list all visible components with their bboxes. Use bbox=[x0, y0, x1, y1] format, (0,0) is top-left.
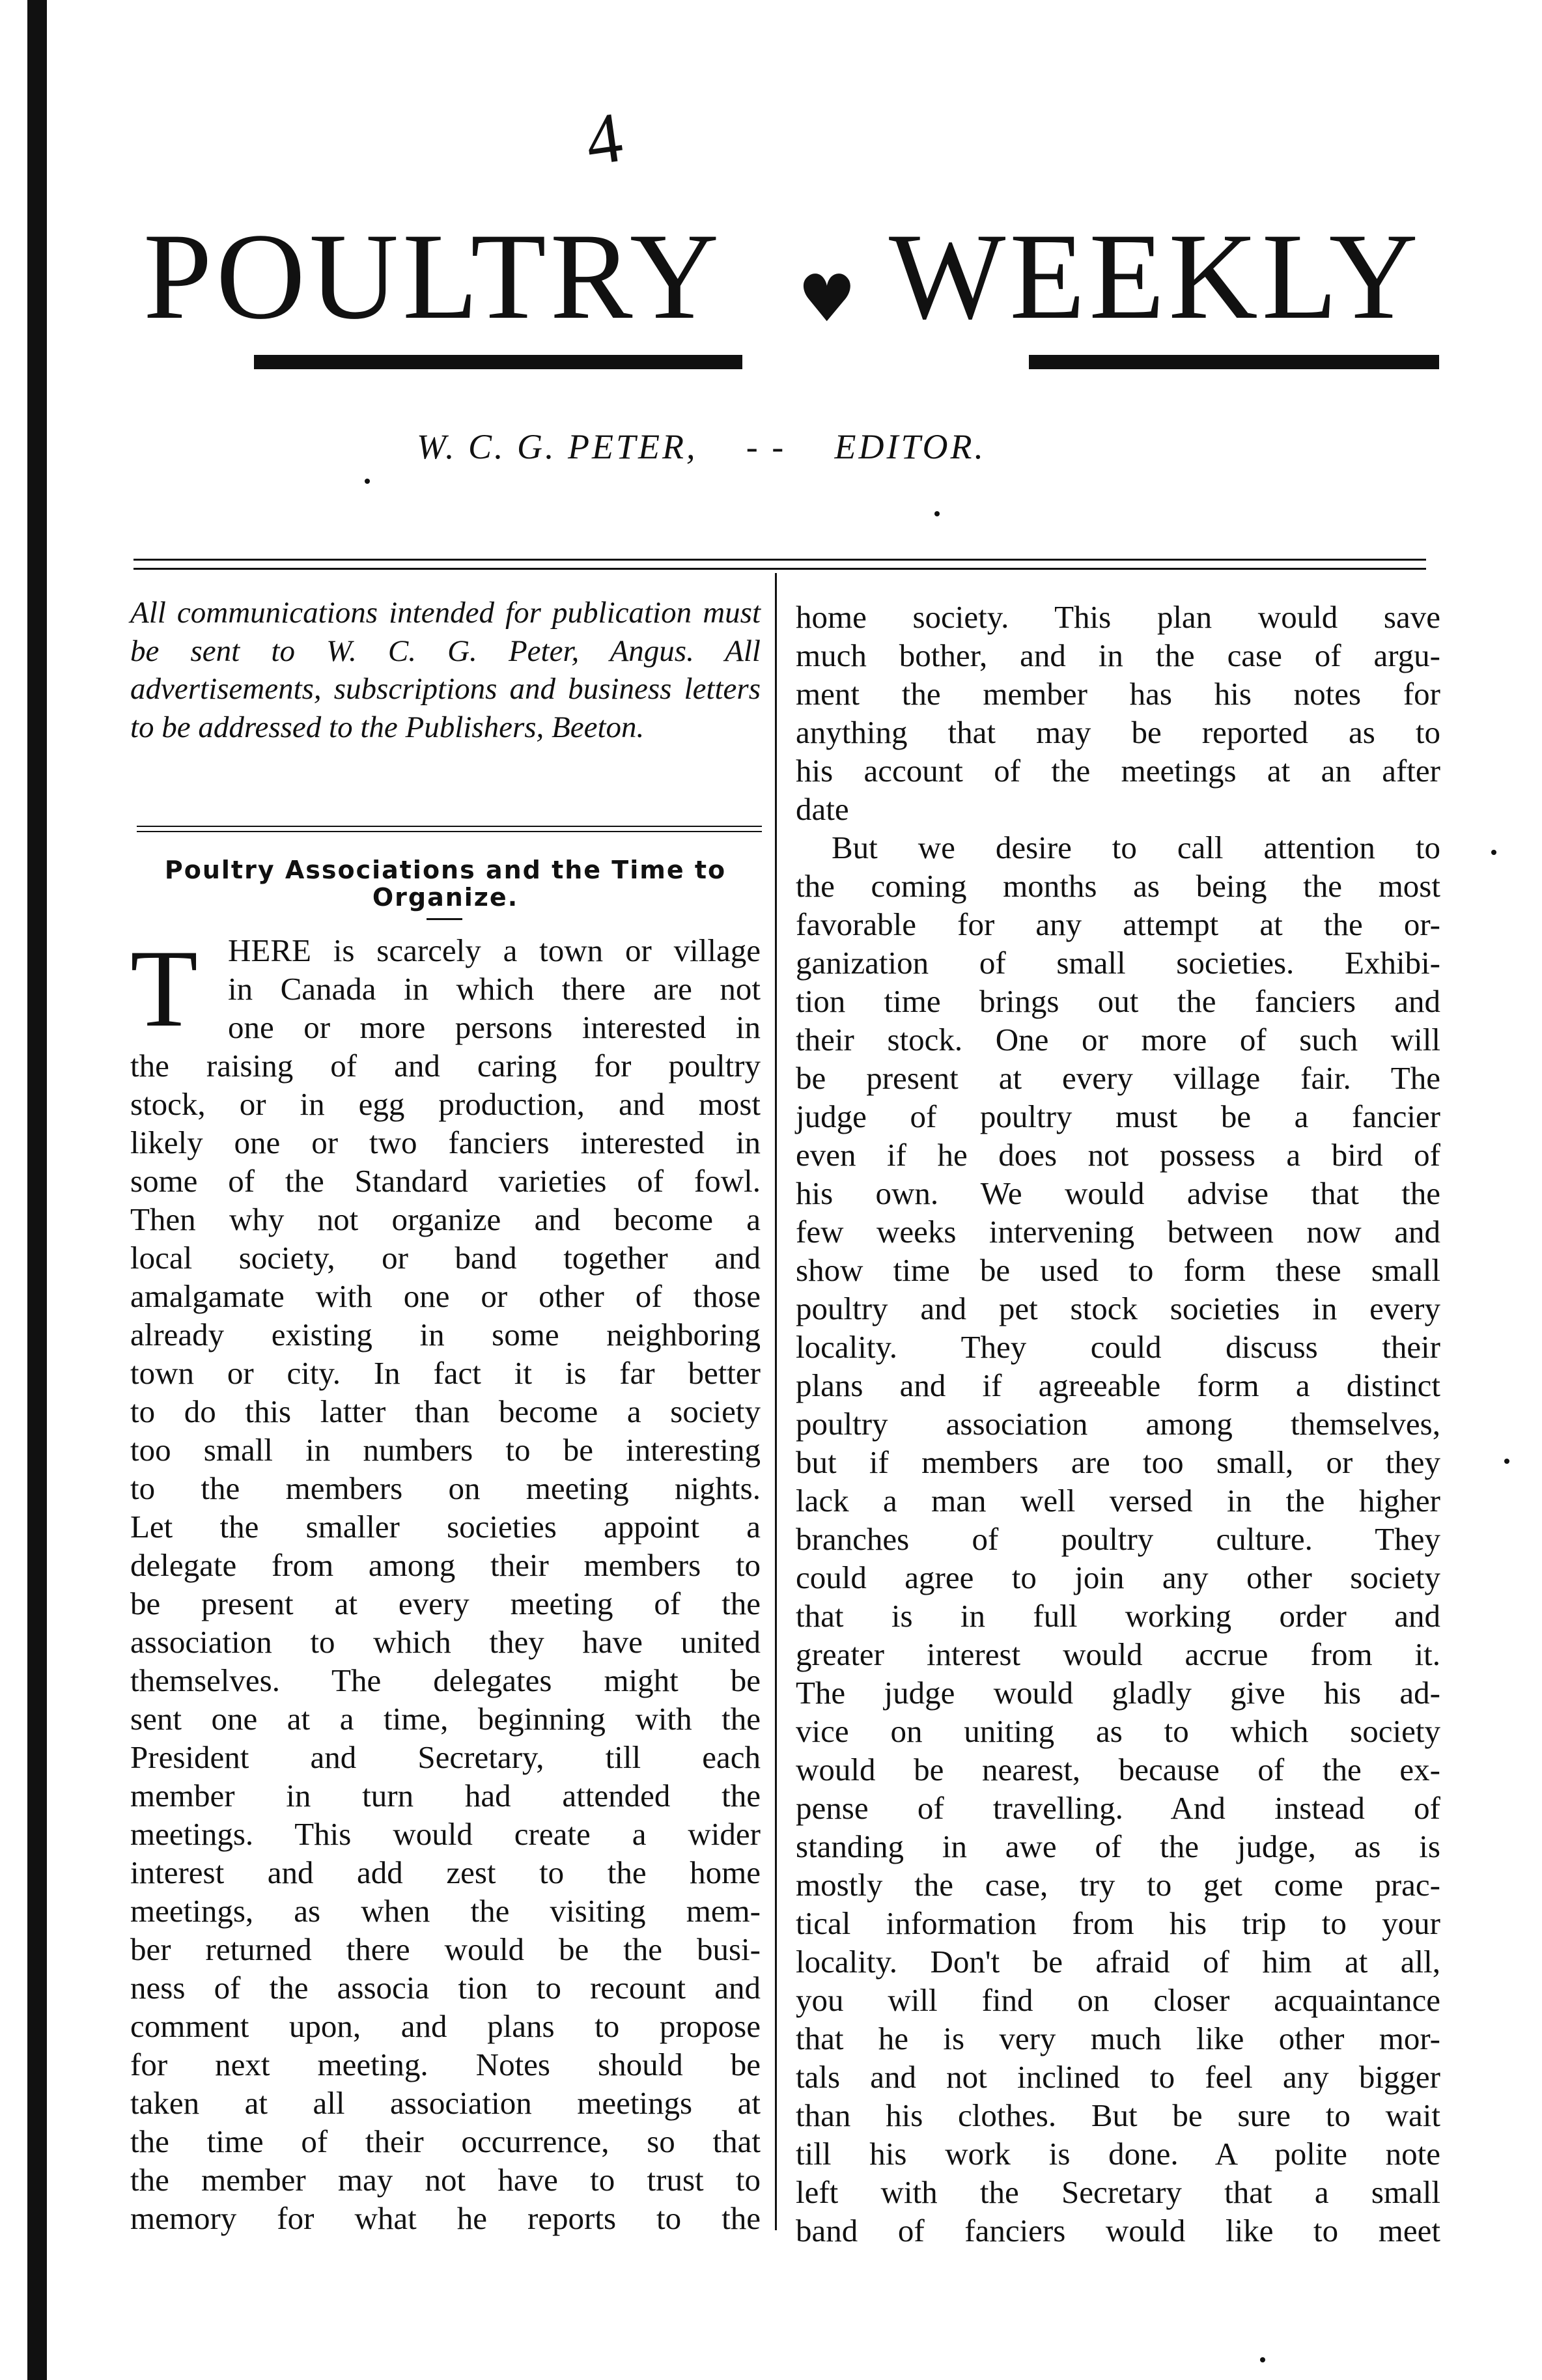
print-speck bbox=[1260, 2357, 1265, 2362]
text-line: greater interest would accrue from it. bbox=[796, 1636, 1440, 1672]
text-line: memory for what he reports to the bbox=[130, 2200, 761, 2236]
editor-name: W. C. G. PETER, bbox=[417, 427, 698, 466]
text-line: But we desire to call attention to bbox=[832, 830, 1440, 865]
text-line: already existing in some neighboring bbox=[130, 1317, 761, 1352]
text-line: the coming months as being the most bbox=[796, 868, 1440, 904]
text-line: his own. We would advise that the bbox=[796, 1175, 1440, 1211]
text-line: you will find on closer acquaintance bbox=[796, 1982, 1440, 2018]
editor-separator: - - bbox=[746, 427, 787, 466]
text-line: could agree to join any other society bbox=[796, 1560, 1440, 1595]
text-line: standing in awe of the judge, as is bbox=[796, 1828, 1440, 1864]
text-line: comment upon, and plans to propose bbox=[130, 2008, 761, 2044]
text-line: vice on uniting as to which society bbox=[796, 1713, 1440, 1749]
text-line: town or city. In fact it is far better bbox=[130, 1355, 761, 1391]
text-line: few weeks intervening between now and bbox=[796, 1214, 1440, 1250]
article-heading: Poultry Associations and the Time to Organize. bbox=[164, 856, 727, 912]
text-line: to the members on meeting nights. bbox=[130, 1470, 761, 1506]
header-rule-bottom bbox=[133, 568, 1426, 570]
text-line: show time be used to form these small bbox=[796, 1252, 1440, 1288]
text-line: branches of poultry culture. They bbox=[796, 1521, 1440, 1557]
text-line: home society. This plan would save bbox=[796, 599, 1440, 635]
text-line: member in turn had attended the bbox=[130, 1778, 761, 1813]
text-line: themselves. The delegates might be bbox=[130, 1662, 761, 1698]
text-line: tion time brings out the fanciers and bbox=[796, 983, 1440, 1019]
text-line: ness of the associa tion to recount and bbox=[130, 1970, 761, 2006]
text-line: The judge would gladly give his ad- bbox=[796, 1675, 1440, 1711]
masthead-underline-right bbox=[1029, 355, 1439, 369]
text-line: lack a man well versed in the higher bbox=[796, 1483, 1440, 1519]
article-heading-rule bbox=[427, 918, 462, 920]
text-line: taken at all association meetings at bbox=[130, 2085, 761, 2121]
text-line: HERE is scarcely a town or village bbox=[228, 932, 761, 968]
text-line: till his work is done. A polite note bbox=[796, 2136, 1440, 2172]
text-line: local society, or band together and bbox=[130, 1240, 761, 1276]
text-line: stock, or in egg production, and most bbox=[130, 1086, 761, 1122]
text-line: Let the smaller societies appoint a bbox=[130, 1509, 761, 1545]
header-rule-top bbox=[133, 559, 1426, 561]
text-line: even if he does not possess a bird of bbox=[796, 1137, 1440, 1173]
drop-cap: T bbox=[130, 927, 198, 1050]
text-line: tical information from his trip to your bbox=[796, 1905, 1440, 1941]
text-line: for next meeting. Notes should be bbox=[130, 2047, 761, 2082]
left-margin-rule bbox=[27, 0, 47, 2380]
text-line: locality. They could discuss their bbox=[796, 1329, 1440, 1365]
text-line: to do this latter than become a society bbox=[130, 1393, 761, 1429]
text-line: plans and if agreeable form a distinct bbox=[796, 1367, 1440, 1403]
text-line: poultry association among themselves, bbox=[796, 1406, 1440, 1442]
article-right-column bbox=[796, 598, 1440, 2250]
text-line: President and Secretary, till each bbox=[130, 1739, 761, 1775]
text-line: meetings. This would create a wider bbox=[130, 1816, 761, 1852]
print-speck bbox=[365, 479, 370, 484]
print-speck bbox=[1504, 1459, 1509, 1464]
text-line: locality. Don't be afraid of him at all, bbox=[796, 1944, 1440, 1980]
text-line: Then why not organize and become a bbox=[130, 1201, 761, 1237]
notice-rule-top bbox=[137, 826, 762, 827]
masthead bbox=[143, 208, 1439, 397]
text-line: ment the member has his notes for bbox=[796, 676, 1440, 712]
text-line: but if members are too small, or they bbox=[796, 1444, 1440, 1480]
text-line: pense of travelling. And instead of bbox=[796, 1790, 1440, 1826]
masthead-underline-left bbox=[254, 355, 742, 369]
masthead-title-right: WEEKLY bbox=[889, 208, 1422, 345]
print-speck bbox=[934, 511, 940, 516]
article-left-column bbox=[130, 927, 761, 2237]
editor-line bbox=[417, 427, 1198, 467]
text-line: his account of the meetings at an after bbox=[796, 753, 1440, 789]
text-line: in Canada in which there are not bbox=[228, 971, 761, 1007]
text-line: favorable for any attempt at the or- bbox=[796, 906, 1440, 942]
text-line: left with the Secretary that a small bbox=[796, 2174, 1440, 2210]
text-line: that is in full working order and bbox=[796, 1598, 1440, 1634]
text-line: likely one or two fanciers interested in bbox=[130, 1125, 761, 1160]
heart-icon: ♥ bbox=[798, 260, 856, 337]
text-line: judge of poultry must be a fancier bbox=[796, 1099, 1440, 1134]
text-line: be present at every meeting of the bbox=[130, 1586, 761, 1621]
page-mark: 4 bbox=[580, 96, 628, 181]
text-line: be present at every village fair. The bbox=[796, 1060, 1440, 1096]
masthead-title-left: POULTRY bbox=[143, 208, 723, 345]
text-line: the member may not have to trust to bbox=[130, 2162, 761, 2198]
text-line: the time of their occurrence, so that bbox=[130, 2123, 761, 2159]
print-speck bbox=[1491, 850, 1496, 855]
text-line: ganization of small societies. Exhibi- bbox=[796, 945, 1440, 981]
text-line: some of the Standard varieties of fowl. bbox=[130, 1163, 761, 1199]
text-line: one or more persons interested in bbox=[228, 1009, 761, 1045]
text-line: the raising of and caring for poultry bbox=[130, 1048, 761, 1084]
text-line: than his clothes. But be sure to wait bbox=[796, 2097, 1440, 2133]
text-line: would be nearest, because of the ex- bbox=[796, 1752, 1440, 1787]
text-line: their stock. One or more of such will bbox=[796, 1022, 1440, 1057]
text-line: interest and add zest to the home bbox=[130, 1855, 761, 1890]
text-line: association to which they have united bbox=[130, 1624, 761, 1660]
text-line: anything that may be reported as to bbox=[796, 714, 1440, 750]
text-line: delegate from among their members to bbox=[130, 1547, 761, 1583]
text-line: too small in numbers to be interesting bbox=[130, 1432, 761, 1468]
text-line: poultry and pet stock societies in every bbox=[796, 1291, 1440, 1326]
text-line: date bbox=[796, 791, 849, 827]
column-divider bbox=[775, 573, 777, 2230]
text-line: much bother, and in the case of argu- bbox=[796, 637, 1440, 673]
publication-notice: All communications intended for publication must be sent to W. C. G. Peter, Angus. All advertisements, subscriptions and business letters to be addressed to the Publishers, Beeton. bbox=[130, 596, 761, 744]
text-line: mostly the case, try to get come prac- bbox=[796, 1867, 1440, 1903]
notice-rule-bottom bbox=[137, 831, 762, 832]
editor-role: EDITOR. bbox=[834, 427, 987, 466]
text-line: amalgamate with one or other of those bbox=[130, 1278, 761, 1314]
text-line: ber returned there would be the busi- bbox=[130, 1931, 761, 1967]
text-line: tals and not inclined to feel any bigger bbox=[796, 2059, 1440, 2095]
text-line: meetings, as when the visiting mem- bbox=[130, 1893, 761, 1929]
text-line: band of fanciers would like to meet bbox=[796, 2213, 1440, 2248]
text-line: that he is very much like other mor- bbox=[796, 2021, 1440, 2056]
text-line: sent one at a time, beginning with the bbox=[130, 1701, 761, 1737]
